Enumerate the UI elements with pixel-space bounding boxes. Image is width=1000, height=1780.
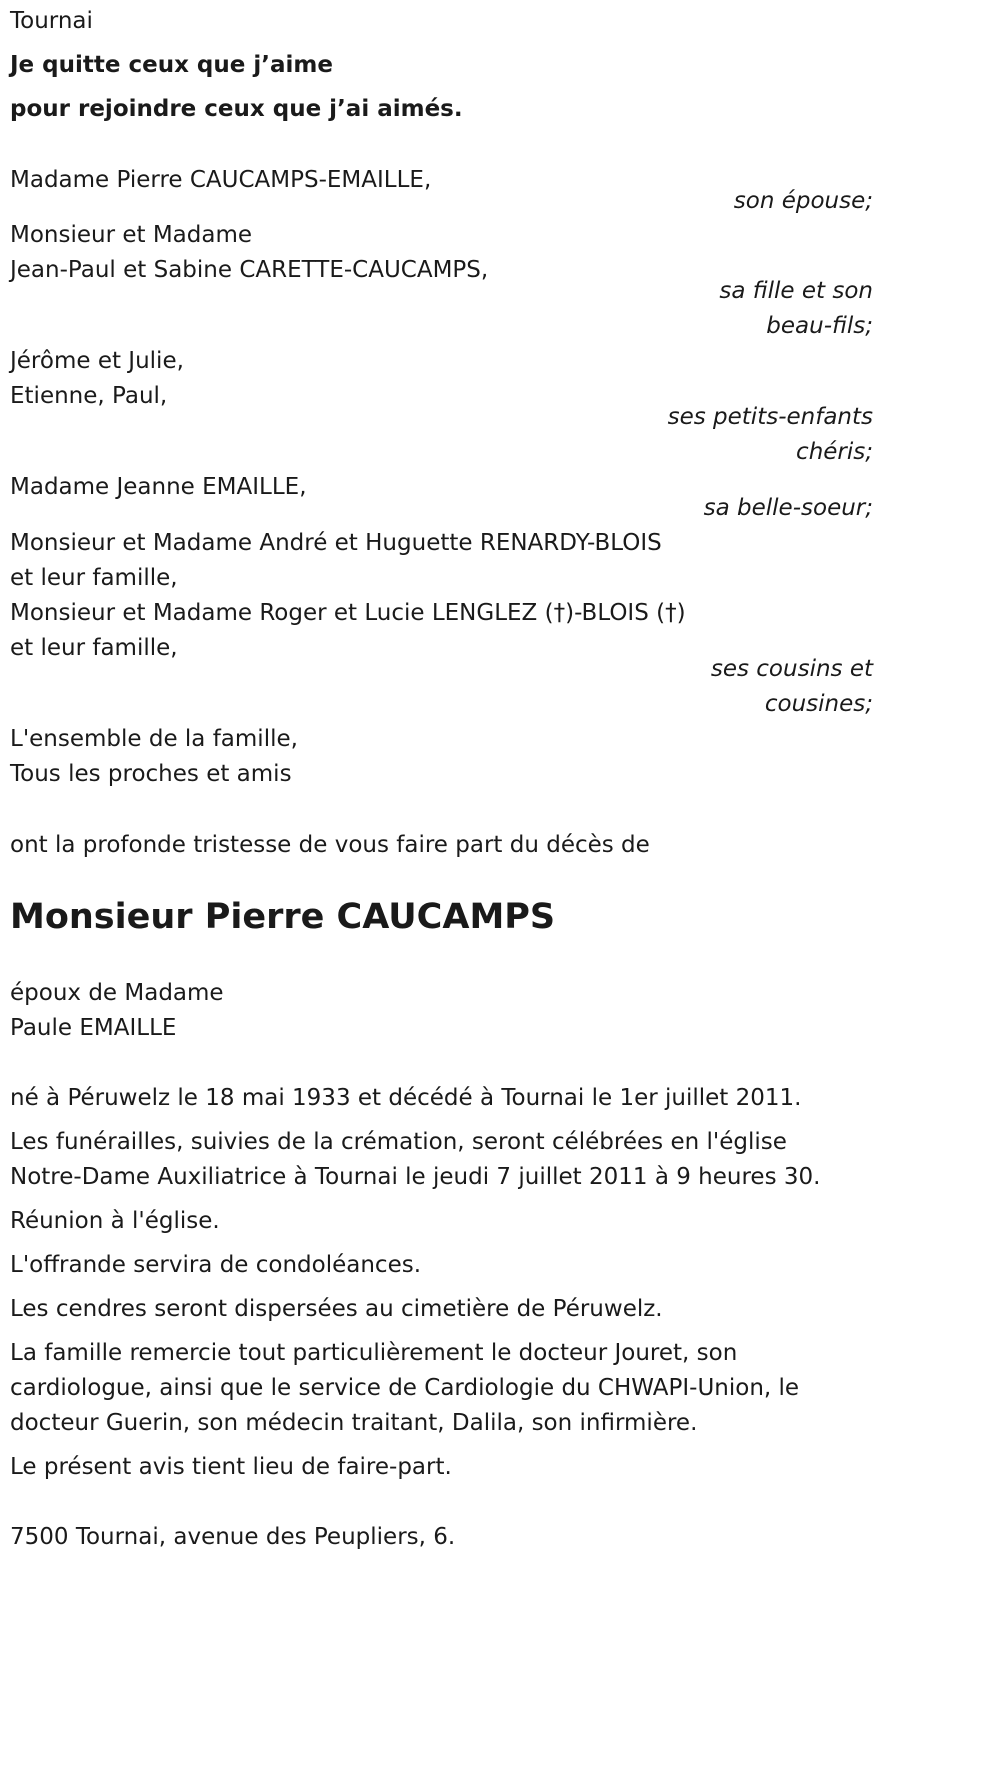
ashes-text: Les cendres seront dispersées au cimetière de Péruwelz. xyxy=(10,1296,663,1322)
daughter-line-2: Jean-Paul et Sabine CARETTE-CAUCAMPS, xyxy=(10,257,489,283)
grandchildren-line-1: Jérôme et Julie, xyxy=(10,348,184,374)
cousins-line-3: Monsieur et Madame Roger et Lucie LENGLEZ (†)-BLOIS (†) xyxy=(10,600,686,626)
grandchildren-role-2: chéris; xyxy=(796,439,873,465)
announcement-text: ont la profonde tristesse de vous faire part du décès de xyxy=(10,832,650,858)
funeral-line-2: Notre-Dame Auxiliatrice à Tournai le jeudi 7 juillet 2011 à 9 heures 30. xyxy=(10,1164,821,1190)
cousins-line-2: et leur famille, xyxy=(10,565,178,591)
address-text: 7500 Tournai, avenue des Peupliers, 6. xyxy=(10,1524,456,1550)
notice-text: Le présent avis tient lieu de faire-part. xyxy=(10,1454,452,1480)
quote-line-1: Je quitte ceux que j’aime xyxy=(10,52,333,78)
thanks-line-1: La famille remercie tout particulièrement le docteur Jouret, son xyxy=(10,1340,738,1366)
grandchildren-role-1: ses petits-enfants xyxy=(667,404,873,430)
sister-in-law-name: Madame Jeanne EMAILLE, xyxy=(10,474,307,500)
spouse-line-1: époux de Madame xyxy=(10,980,224,1006)
cousins-line-4: et leur famille, xyxy=(10,635,178,661)
daughter-role-1: sa fille et son xyxy=(719,278,873,304)
cousins-role-2: cousines; xyxy=(764,691,873,717)
birth-death-text: né à Péruwelz le 18 mai 1933 et décédé à Tournai le 1er juillet 2011. xyxy=(10,1085,802,1111)
cousins-line-1: Monsieur et Madame André et Huguette RENARDY-BLOIS xyxy=(10,530,662,556)
meeting-text: Réunion à l'église. xyxy=(10,1208,220,1234)
spouse-line-2: Paule EMAILLE xyxy=(10,1015,177,1041)
thanks-line-3: docteur Guerin, son médecin traitant, Dalila, son infirmière. xyxy=(10,1410,698,1436)
sister-in-law-role: sa belle-soeur; xyxy=(703,495,873,521)
thanks-line-2: cardiologue, ainsi que le service de Cardiologie du CHWAPI-Union, le xyxy=(10,1375,800,1401)
city-heading: Tournai xyxy=(10,8,93,34)
daughter-role-2: beau-fils; xyxy=(766,313,873,339)
grandchildren-line-2: Etienne, Paul, xyxy=(10,383,168,409)
quote-line-2: pour rejoindre ceux que j’ai aimés. xyxy=(10,96,463,122)
deceased-name: Monsieur Pierre CAUCAMPS xyxy=(10,897,556,937)
wife-role: son épouse; xyxy=(733,188,873,214)
funeral-line-1: Les funérailles, suivies de la crémation, seront célébrées en l'église xyxy=(10,1129,787,1155)
others-line-2: Tous les proches et amis xyxy=(10,761,292,787)
wife-name: Madame Pierre CAUCAMPS-EMAILLE, xyxy=(10,167,432,193)
others-line-1: L'ensemble de la famille, xyxy=(10,726,298,752)
cousins-role-1: ses cousins et xyxy=(710,656,873,682)
daughter-line-1: Monsieur et Madame xyxy=(10,222,253,248)
offering-text: L'offrande servira de condoléances. xyxy=(10,1252,422,1278)
